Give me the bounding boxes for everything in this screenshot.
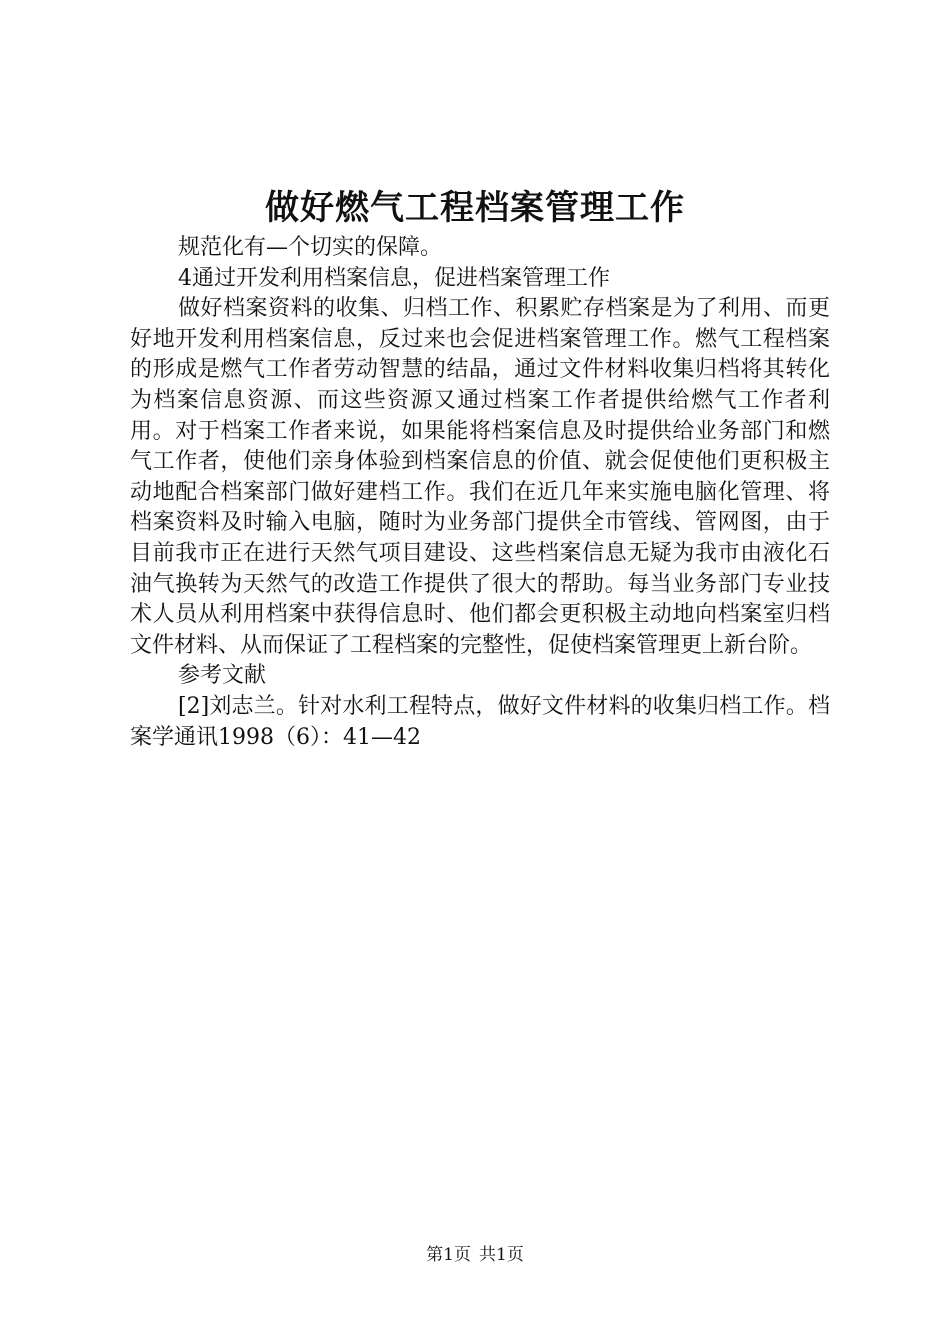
page-total: 共1页: [479, 1245, 524, 1265]
references-heading: 参考文献: [178, 663, 267, 689]
page-footer: [0, 1243, 950, 1267]
document-body: [130, 233, 830, 753]
paragraph-main: 做好档案资料的收集、归档工作、积累贮存档案是为了利用、而更好地开发利用档案信息，反过来也会促进档案管理工作。燃气工程档案的形成是燃气工作者劳动智慧的结晶，通过文件材料收集归档将其转化为档案信息资源、而这些资源又通过档案工作者提供给燃气工作者利用。对于档案工作者来说，如果能将档案信息及时提供给业务部门和燃气工作者，使他们亲身体验到档案信息的价值、就会促使他们更积极主动地配合档案部门做好建档工作。我们在近几年来实施电脑化管理、将档案资料及时输入电脑，随时为业务部门提供全巿管线、管网图，由于目前我市正在进行天然气项目建设、这些档案信息无疑为我市由液化石油气换转为天然气的改造工作提供了很大的帮助。每当业务部门专业技术人员从利用档案中获得信息时、他们都会更积极主动地向档案室归档文件材料、从而保证了工程档案的完整性，促使档案管理更上新台阶。: [130, 296, 830, 658]
reference-item: [2]刘志兰。针对水利工程特点，做好文件材料的收集归档工作。档案学通讯1998（6）：41—42: [130, 693, 830, 750]
page-number: 第1页: [426, 1245, 471, 1265]
section-heading: 4通过开发利用档案信息，促进档案管理工作: [178, 265, 610, 291]
paragraph-intro: 规范化有—个切实的保障。: [178, 235, 443, 260]
document-title: 做好燃气工程档案管理工作: [265, 188, 685, 228]
